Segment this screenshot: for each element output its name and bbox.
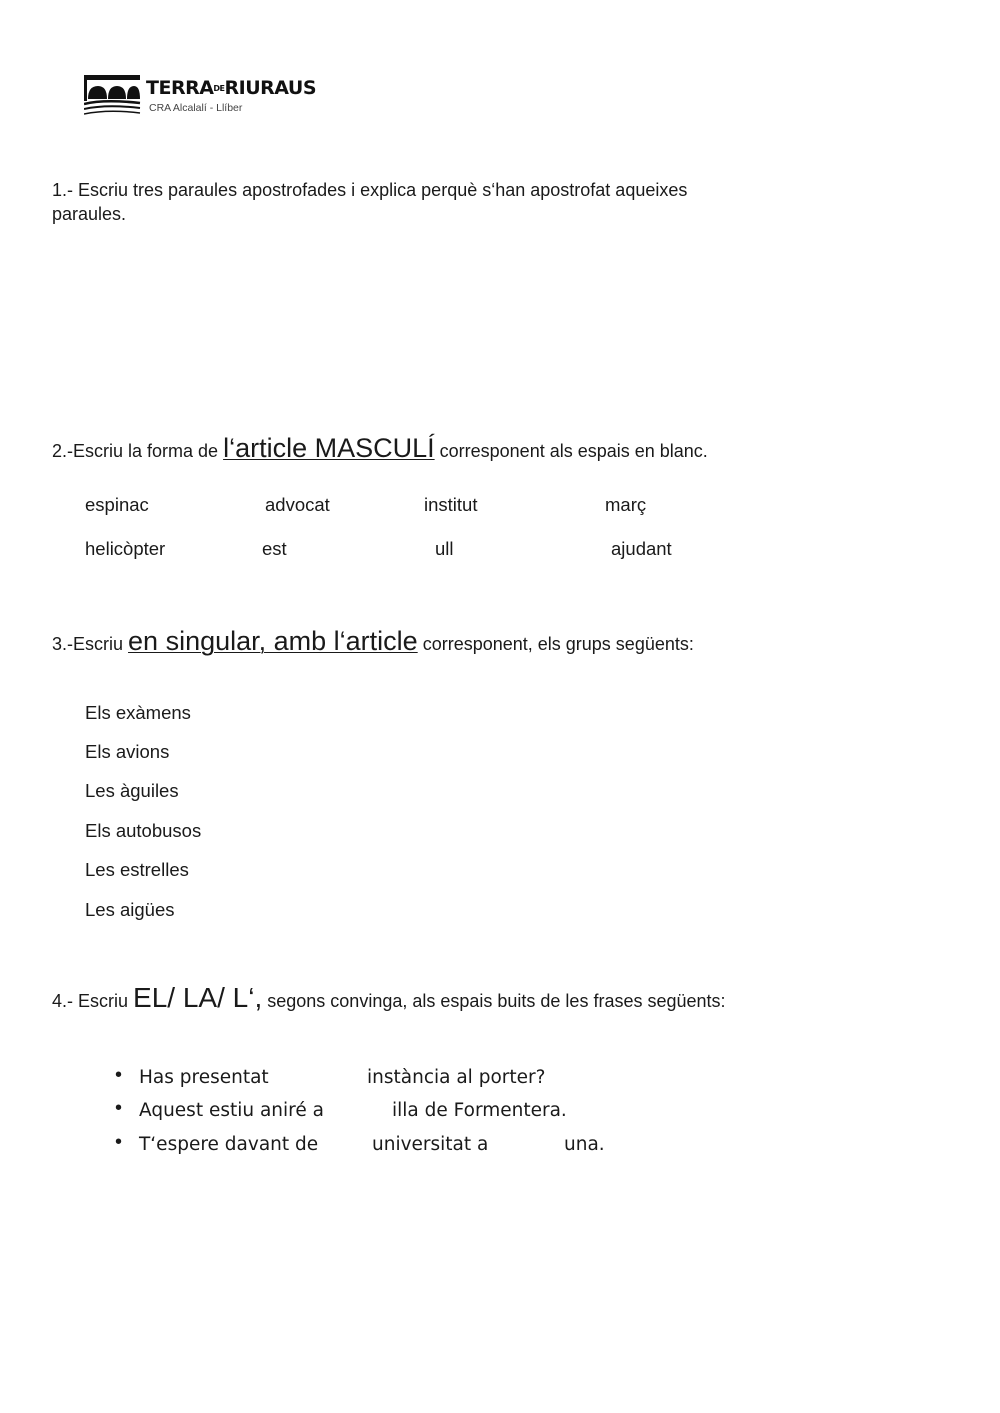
q4-sentence-3b: universitat a bbox=[372, 1134, 489, 1155]
q4-sentence-1a: Has presentat bbox=[139, 1067, 269, 1088]
bullet-icon: • bbox=[115, 1097, 123, 1119]
q2-word: espinac bbox=[85, 494, 149, 515]
q2-word: helicòpter bbox=[85, 538, 166, 559]
q3-item: Els exàmens bbox=[85, 702, 191, 723]
q3-item: Les aigües bbox=[85, 899, 175, 920]
q3-emphasis: en singular, amb l‘article bbox=[128, 626, 418, 656]
q1-line2: paraules. bbox=[52, 204, 127, 224]
q4-sentence-2a: Aquest estiu aniré a bbox=[139, 1100, 324, 1121]
q2-heading bbox=[52, 433, 708, 463]
q2-emphasis: l‘article MASCULÍ bbox=[223, 433, 435, 463]
q1-text bbox=[52, 178, 687, 226]
q4-sentence-1b: instància al porter? bbox=[367, 1067, 546, 1088]
q3-item: Les estrelles bbox=[85, 859, 189, 880]
q3-heading bbox=[52, 626, 694, 656]
q2-suffix: corresponent als espais en blanc. bbox=[439, 441, 708, 461]
q4-suffix: segons convinga, als espais buits de les frases següents: bbox=[267, 991, 726, 1011]
q2-word: ajudant bbox=[611, 538, 672, 559]
q1-line1: 1.- Escriu tres paraules apostrofades i explica perquè s‘han apostrofat aqueixes bbox=[52, 180, 688, 200]
q4-prefix: 4.- Escriu bbox=[52, 991, 129, 1011]
bullet-icon: • bbox=[115, 1131, 123, 1153]
q2-word: advocat bbox=[265, 494, 330, 515]
q4-sentence-3c: una. bbox=[564, 1134, 605, 1155]
logo-subtitle: CRA Alcalalí - Llíber bbox=[149, 102, 243, 114]
q2-word: març bbox=[605, 494, 647, 515]
logo bbox=[48, 55, 338, 125]
q2-word: est bbox=[262, 538, 287, 559]
q2-word: ull bbox=[435, 538, 454, 559]
q2-prefix: 2.-Escriu la forma de bbox=[52, 441, 219, 461]
logo-name: TERRADERIURAUS bbox=[146, 77, 317, 99]
q4-emphasis: EL/ LA/ L‘, bbox=[133, 982, 263, 1013]
q4-sentence-3a: T‘espere davant de bbox=[139, 1134, 319, 1155]
q4-sentence-2b: illa de Formentera. bbox=[392, 1100, 567, 1121]
q3-item: Els autobusos bbox=[85, 820, 202, 841]
q3-suffix: corresponent, els grups següents: bbox=[422, 634, 694, 654]
bullet-icon: • bbox=[115, 1064, 123, 1086]
riurau-arches-icon bbox=[84, 75, 142, 119]
q3-item: Els avions bbox=[85, 741, 170, 762]
q3-item: Les àguiles bbox=[85, 780, 179, 801]
q4-heading bbox=[52, 982, 726, 1013]
q3-prefix: 3.-Escriu bbox=[52, 634, 124, 654]
q2-word: institut bbox=[424, 494, 478, 515]
